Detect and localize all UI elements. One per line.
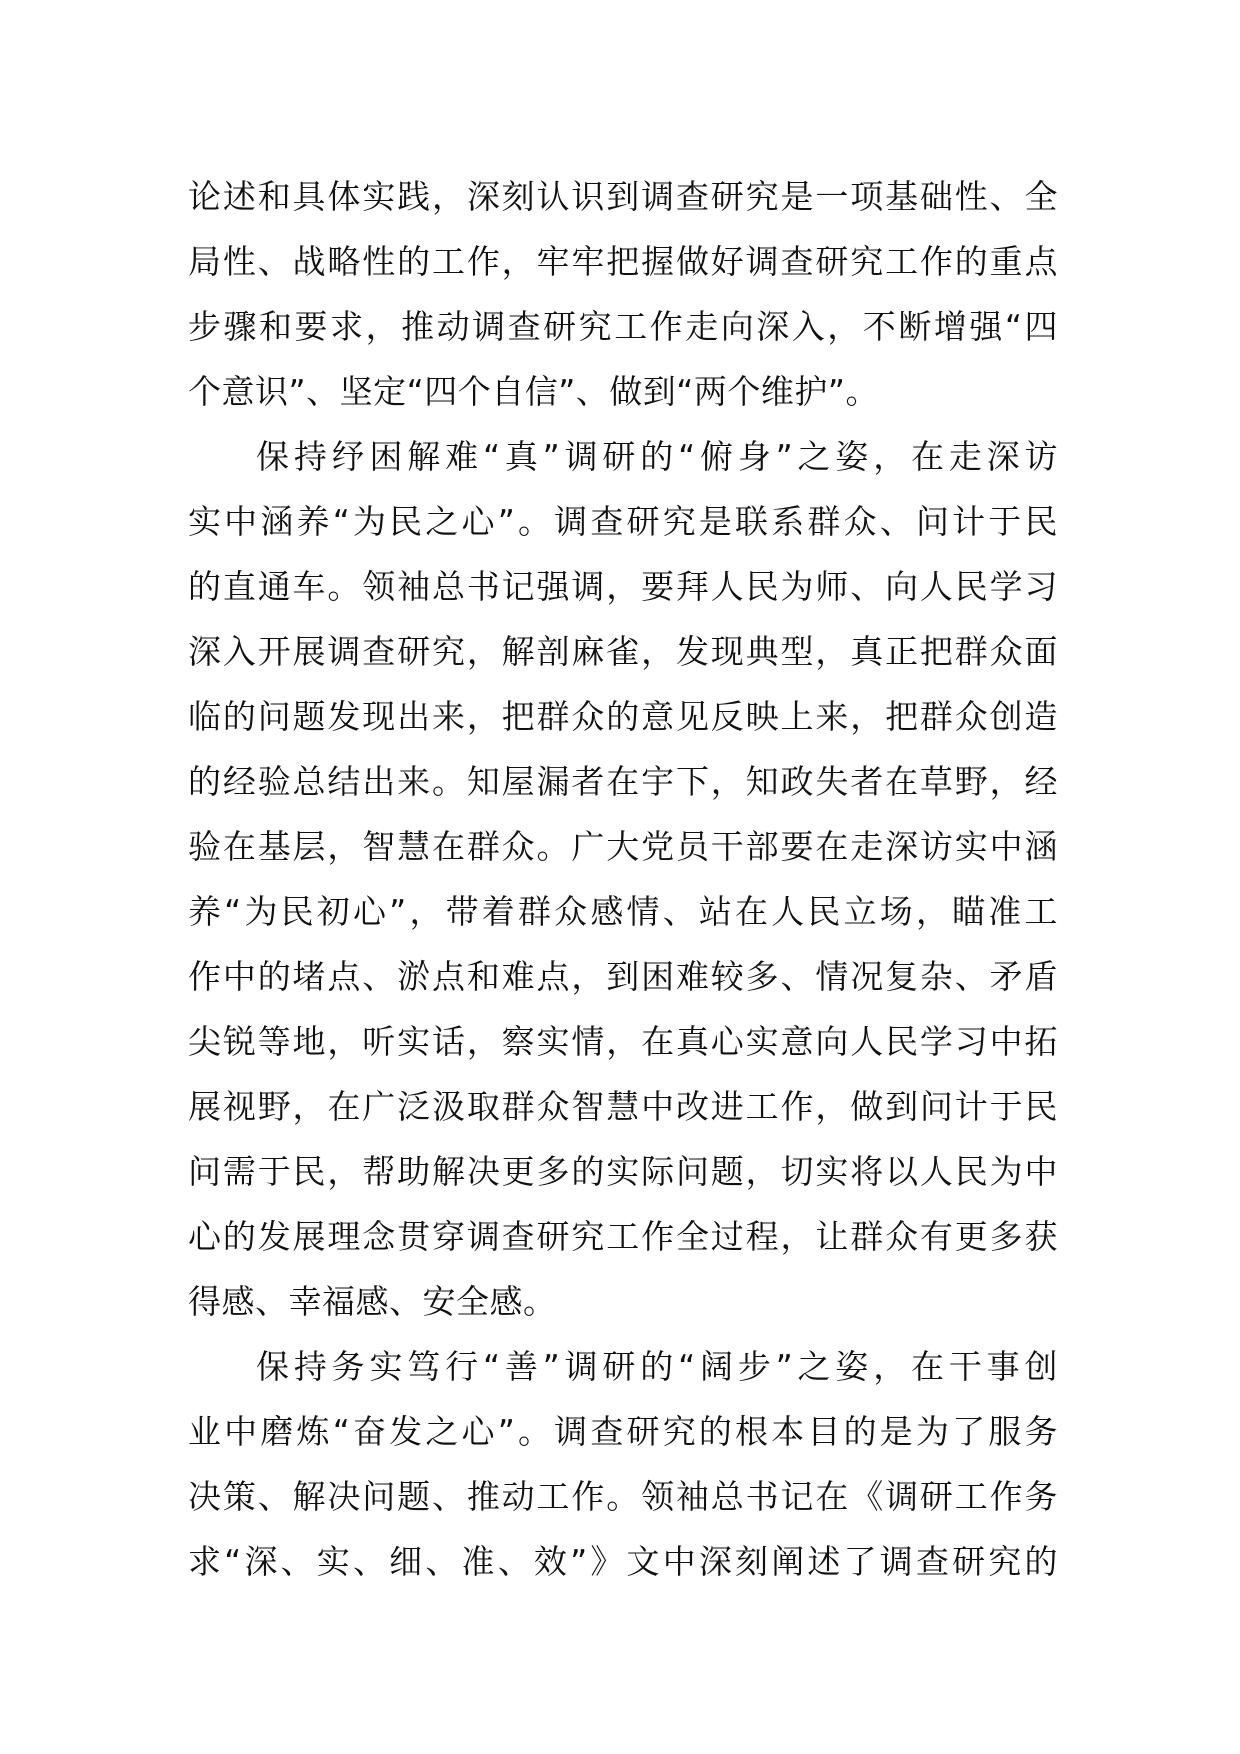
text-line: 的经验总结出来。知屋漏者在宇下，知政失者在草野，经 [188, 762, 1058, 801]
text-line: 的直通车。领袖总书记强调，要拜人民为师、向人民学习 [188, 567, 1058, 606]
text-line: 深入开展调查研究，解剖麻雀，发现典型，真正把群众面 [188, 632, 1058, 671]
text-line: 验在基层，智慧在群众。广大党员干部要在走深访实中涵 [188, 827, 1058, 866]
text-line: 业中磨炼“奋发之心”。调查研究的根本目的是为了服务 [188, 1412, 1058, 1451]
text-line: 局性、战略性的工作，牢牢把握做好调查研究工作的重点 [188, 242, 1058, 281]
document-body [188, 164, 1058, 1594]
text-line: 临的问题发现出来，把群众的意见反映上来，把群众创造 [188, 697, 1058, 736]
text-line: 心的发展理念贯穿调查研究工作全过程，让群众有更多获 [188, 1217, 1058, 1256]
text-line: 保持务实笃行“善”调研的“阔步”之姿，在干事创 [256, 1347, 1058, 1386]
text-line: 个意识”、坚定“四个自信”、做到“两个维护”。 [188, 372, 879, 411]
text-line: 求“深、实、细、准、效”》文中深刻阐述了调查研究的 [188, 1542, 1058, 1581]
paragraph-3 [188, 1334, 1058, 1594]
text-line: 保持纾困解难“真”调研的“俯身”之姿，在走深访 [256, 437, 1058, 476]
text-line: 作中的堵点、淤点和难点，到困难较多、情况复杂、矛盾 [188, 957, 1058, 996]
paragraph-2 [188, 424, 1058, 1334]
text-line: 决策、解决问题、推动工作。领袖总书记在《调研工作务 [188, 1477, 1058, 1516]
text-line: 得感、幸福感、安全感。 [188, 1282, 557, 1321]
text-line: 论述和具体实践，深刻认识到调查研究是一项基础性、全 [188, 177, 1058, 216]
text-line: 问需于民，帮助解决更多的实际问题，切实将以人民为中 [188, 1152, 1058, 1191]
text-line: 展视野，在广泛汲取群众智慧中改进工作，做到问计于民 [188, 1087, 1058, 1126]
text-line: 养“为民初心”，带着群众感情、站在人民立场，瞄准工 [188, 892, 1058, 931]
paragraph-1 [188, 164, 1058, 424]
text-line: 步骤和要求，推动调查研究工作走向深入，不断增强“四 [188, 307, 1058, 346]
text-line: 实中涵养“为民之心”。调查研究是联系群众、问计于民 [188, 502, 1058, 541]
text-line: 尖锐等地，听实话，察实情，在真心实意向人民学习中拓 [188, 1022, 1058, 1061]
